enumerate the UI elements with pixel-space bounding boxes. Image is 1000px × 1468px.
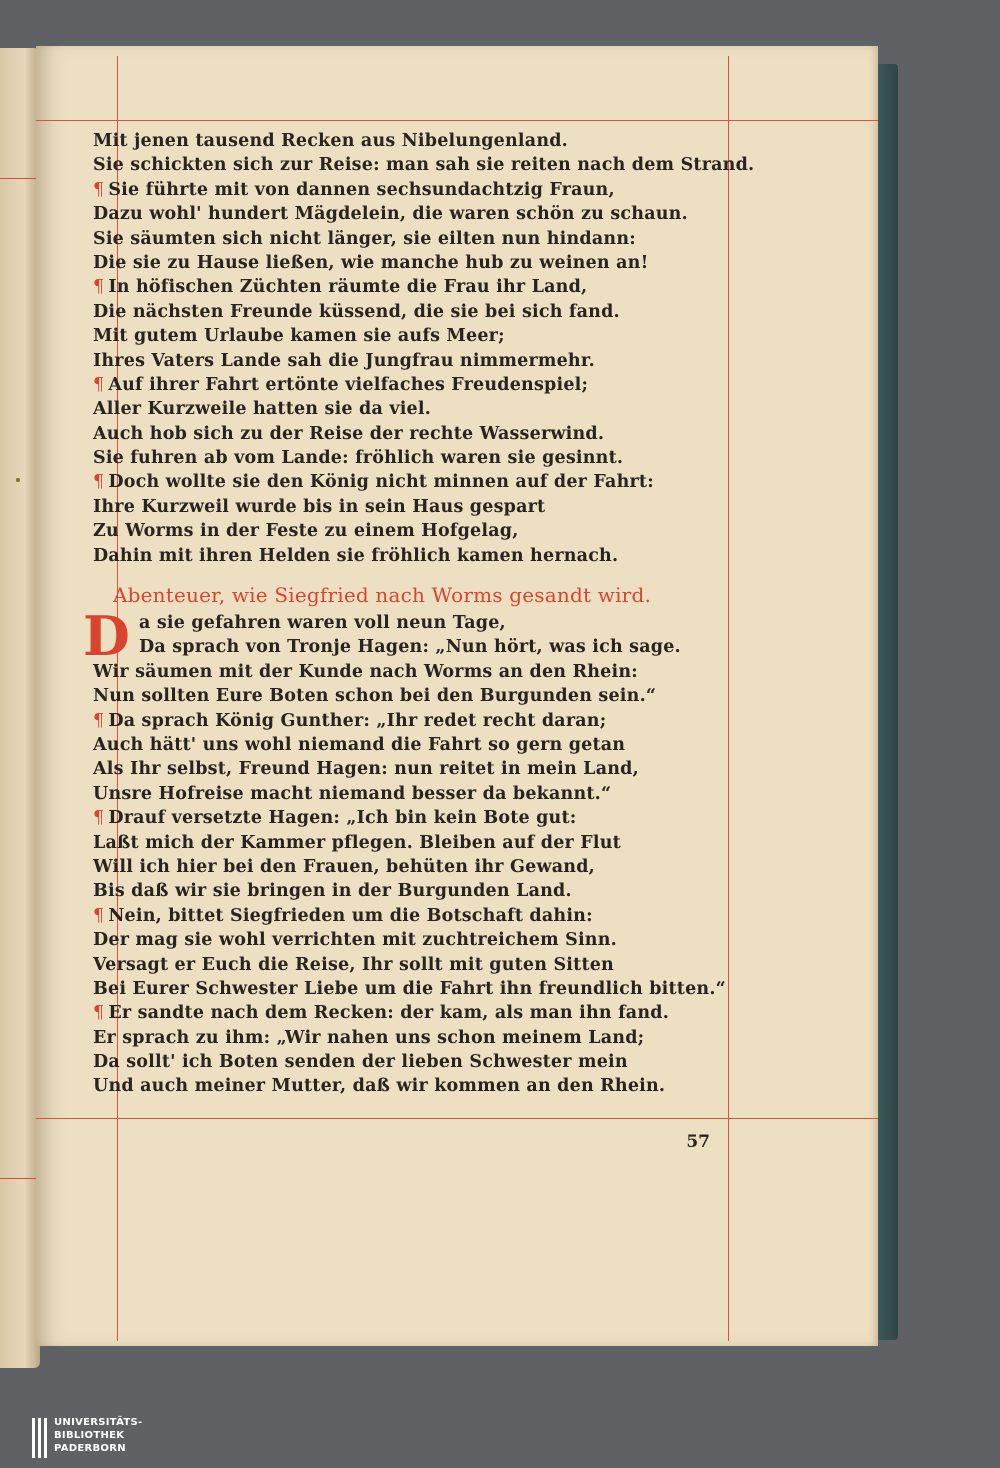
verse-text-span: Ihres Vaters Lande sah die Jungfrau nimmermehr.	[93, 350, 595, 371]
verse-text	[83, 129, 755, 1099]
top-margin-rule	[36, 120, 878, 121]
verse-line	[93, 519, 703, 543]
pilcrow-icon: ¶	[93, 710, 105, 731]
verse-text-span: Zu Worms in der Feste zu einem Hofgelag,	[93, 521, 519, 542]
verse-text-span: Versagt er Euch die Reise, Ihr sollt mit guten Sitten	[93, 954, 614, 975]
verse-text-span: Sie führte mit von dannen sechsundachtzig Fraun,	[108, 179, 615, 200]
verse-line	[93, 202, 703, 226]
library-logo	[32, 1416, 182, 1462]
facing-page-rule	[0, 1178, 36, 1179]
verse-text-span: Will ich hier bei den Frauen, behüten ihr Gewand,	[93, 856, 595, 877]
verse-text-span: Die nächsten Freunde küssend, die sie bei sich fand.	[93, 301, 620, 322]
verse-line	[93, 300, 703, 324]
pilcrow-icon: ¶	[93, 179, 105, 200]
verse-line	[93, 544, 703, 568]
logo-line: BIBLIOTHEK	[54, 1430, 125, 1441]
verse-text-span: Und auch meiner Mutter, daß wir kommen an den Rhein.	[93, 1076, 666, 1097]
pilcrow-icon: ¶	[93, 905, 105, 926]
verses-top	[93, 129, 755, 568]
verse-line: a sie gefahren waren voll neun Tage,	[139, 613, 506, 634]
page-mark	[16, 478, 20, 482]
verse-line	[93, 178, 703, 202]
verse-text-span: Nun sollten Eure Boten schon bei den Burgunden sein.“	[93, 686, 657, 707]
verse-line	[93, 153, 755, 177]
verse-text-span: Sie fuhren ab vom Lande: fröhlich waren sie gesinnt.	[93, 448, 624, 469]
verse-line	[93, 1026, 703, 1050]
verse-text-span: Dazu wohl' hundert Mägdelein, die waren schön zu schaun.	[93, 204, 688, 225]
verse-text-span: Aller Kurzweile hatten sie da viel.	[93, 399, 432, 420]
verse-text-span: Nein, bittet Siegfrieden um die Botschaft dahin:	[108, 905, 593, 926]
page-number: 57	[686, 1132, 710, 1152]
verses-bottom	[93, 660, 726, 1099]
verse-line	[93, 709, 703, 733]
verse-text-span: Auf ihrer Fahrt ertönte vielfaches Freudenspiel;	[108, 374, 589, 395]
verse-text-span: Mit gutem Urlaube kamen sie aufs Meer;	[93, 326, 505, 347]
verse-text-span: Auch hob sich zu der Reise der rechte Wasserwind.	[93, 423, 605, 444]
logo-text	[54, 1416, 143, 1455]
verse-line	[93, 660, 703, 684]
verse-line	[93, 373, 703, 397]
verse-line	[93, 129, 703, 153]
bottom-margin-rule	[36, 1118, 878, 1119]
verse-line: Da sprach von Tronje Hagen: „Nun hört, was ich sage.	[139, 637, 681, 658]
verse-text-span: Unsre Hofreise macht niemand besser da bekannt.“	[93, 783, 612, 804]
dropcap-block	[83, 604, 703, 669]
verse-line	[93, 397, 703, 421]
verse-text-span: Er sandte nach dem Recken: der kam, als man ihn fand.	[108, 1003, 669, 1024]
verse-line	[93, 446, 703, 470]
verse-line	[93, 879, 703, 903]
verse-line	[93, 227, 703, 251]
verse-text-span: Da sprach König Gunther: „Ihr redet recht daran;	[108, 710, 607, 731]
logo-line: UNIVERSITÄTS-	[54, 1417, 143, 1428]
verse-text-span: Mit jenen tausend Recken aus Nibelungenland.	[93, 131, 568, 151]
verse-line	[93, 684, 703, 708]
verse-text-span: Die sie zu Hause ließen, wie manche hub zu weinen an!	[93, 252, 649, 273]
verse-line	[93, 422, 703, 446]
logo-line: PADERBORN	[54, 1443, 126, 1454]
verse-line	[93, 349, 703, 373]
pilcrow-icon: ¶	[93, 808, 105, 829]
verse-line	[93, 251, 703, 275]
verse-line	[93, 831, 703, 855]
verse-line	[93, 1001, 703, 1025]
verse-line	[93, 782, 703, 806]
pilcrow-icon: ¶	[93, 472, 105, 493]
facing-page-rule	[0, 178, 36, 179]
verse-line	[93, 495, 703, 519]
drop-cap-initial: D	[83, 604, 131, 669]
verse-line	[93, 733, 703, 757]
verse-line	[93, 757, 703, 781]
verse-text-span: Doch wollte sie den König nicht minnen auf der Fahrt:	[108, 472, 654, 493]
verse-text-span: Der mag sie wohl verrichten mit zuchtreichem Sinn.	[93, 930, 617, 951]
verse-text-span: Sie säumten sich nicht länger, sie eilten nun hindann:	[93, 228, 636, 249]
verse-text-span: Bei Eurer Schwester Liebe um die Fahrt ihn freundlich bitten.“	[93, 978, 726, 999]
verse-text-span: Laßt mich der Kammer pflegen. Bleiben auf der Flut	[93, 832, 621, 853]
verse-text-span: Da sollt' ich Boten senden der lieben Schwester mein	[93, 1052, 628, 1073]
verse-line	[93, 977, 726, 1001]
verse-text-span: Dahin mit ihren Helden sie fröhlich kamen hernach.	[93, 545, 619, 566]
verse-line	[93, 275, 703, 299]
verse-line	[93, 1050, 703, 1074]
verse-text-span: In höfischen Züchten räumte die Frau ihr Land,	[108, 277, 588, 298]
verse-line	[93, 470, 703, 494]
verse-text-span: Bis daß wir sie bringen in der Burgunden Land.	[93, 881, 572, 902]
pilcrow-icon: ¶	[93, 374, 105, 395]
facing-page-edge	[0, 48, 40, 1368]
verse-text-span: Sie schickten sich zur Reise: man sah sie reiten nach dem Strand.	[93, 155, 755, 176]
verse-line	[93, 855, 703, 879]
verse-line	[93, 904, 703, 928]
verse-text-span: Er sprach zu ihm: „Wir nahen uns schon meinem Land;	[93, 1027, 645, 1048]
verse-line	[93, 324, 703, 348]
verse-text-span: Drauf versetzte Hagen: „Ich bin kein Bote gut:	[108, 808, 577, 829]
pilcrow-icon: ¶	[93, 277, 105, 298]
verse-text-span: Wir säumen mit der Kunde nach Worms an den Rhein:	[93, 661, 638, 682]
verse-text-span: Ihre Kurzweil wurde bis in sein Haus gespart	[93, 496, 546, 517]
verse-line	[93, 806, 703, 830]
pilcrow-icon: ¶	[93, 1003, 105, 1024]
right-margin-rule	[728, 56, 729, 1341]
verse-line	[93, 953, 703, 977]
verse-text-span: Auch hätt' uns wohl niemand die Fahrt so gern getan	[93, 734, 626, 755]
verse-line	[93, 1074, 703, 1098]
verse-text-span: Als Ihr selbst, Freund Hagen: nun reitet in mein Land,	[93, 759, 639, 780]
chapter-heading: Abenteuer, wie Siegfried nach Worms gesandt wird.	[113, 583, 652, 608]
verse-line	[93, 928, 703, 952]
